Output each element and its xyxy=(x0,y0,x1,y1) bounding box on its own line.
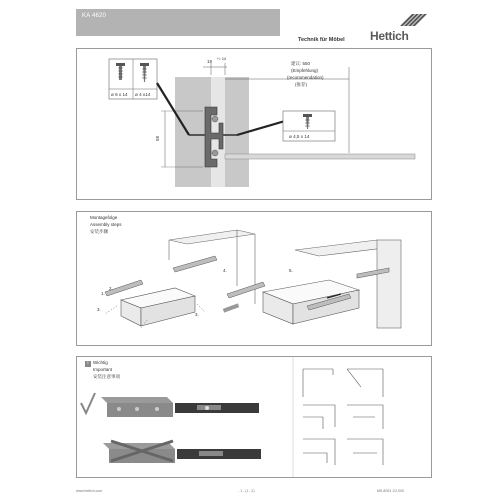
footer-doc-number: MS-8003 1/2.000 xyxy=(377,489,404,493)
step-5: 5. xyxy=(289,268,293,273)
important-title-en: Important xyxy=(93,367,113,372)
footer-website: www.hettich.com xyxy=(76,489,103,493)
rec-cn2: (推荐) xyxy=(295,82,307,87)
runner-2 xyxy=(227,282,265,298)
assembly-title-cn: 安装步骤 xyxy=(90,229,108,234)
tagline: Technik für Möbel xyxy=(298,37,345,43)
screw-1-label: ø 6 x 14 xyxy=(111,92,128,97)
screw-3-label: ø 4,5 x 14 xyxy=(289,134,310,139)
drawer-box xyxy=(121,288,195,326)
assembly-panel xyxy=(76,211,432,346)
detail-panel xyxy=(76,48,432,200)
assembly-title-de: Montagefolge xyxy=(90,215,118,220)
step-3b: 3. xyxy=(195,312,199,317)
check-icon xyxy=(81,393,95,413)
dim-side-label: 58 xyxy=(155,135,160,141)
important-panel xyxy=(76,356,432,478)
drawer-inserted xyxy=(263,280,359,324)
detail-drawing xyxy=(77,49,431,199)
doc-code: KA 4620 xyxy=(82,13,107,19)
cabinet-sections xyxy=(303,369,383,465)
dim-top-label: 19 xyxy=(207,59,213,64)
rec-cn: 建议: 550 xyxy=(291,61,311,66)
dim-top-tolerance: +/- 0,6 xyxy=(217,57,227,61)
footer-page: - 1 - (1 - 2) xyxy=(238,489,255,493)
drawer-base xyxy=(225,154,415,159)
important-title-cn: 安装注意事项 xyxy=(93,374,120,379)
correct-runner xyxy=(101,397,173,417)
step-2: 2. xyxy=(109,286,113,291)
step-4: 4. xyxy=(223,268,227,273)
front-fixing xyxy=(223,303,239,312)
step-3a: 3. xyxy=(97,307,101,312)
step-1: 1. xyxy=(101,291,105,296)
rec-en: (recommendation) xyxy=(287,75,324,80)
screw-2-label: ø 4 x14 xyxy=(135,92,151,97)
brand-name: Hettich xyxy=(370,29,409,43)
assembly-title-en: Assembly steps xyxy=(90,222,122,227)
assembly-drawing xyxy=(77,212,431,345)
important-title-de: Wichtig xyxy=(93,360,108,365)
runner-detail-1 xyxy=(175,403,259,413)
header-bar xyxy=(76,9,280,36)
runner-detail-2 xyxy=(177,449,261,459)
rec-de: (Empfehlung) xyxy=(291,68,319,73)
runner-1 xyxy=(173,256,217,272)
warning-icon: ! xyxy=(85,361,91,367)
important-drawing xyxy=(77,357,431,477)
